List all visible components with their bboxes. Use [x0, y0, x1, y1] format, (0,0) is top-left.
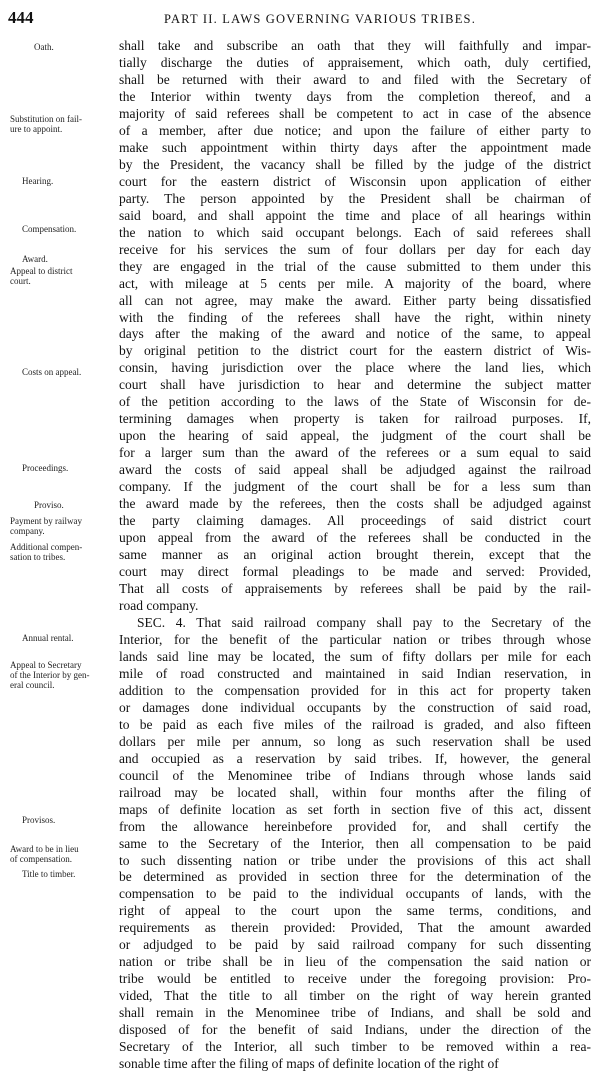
margin-note-line: company.: [10, 526, 45, 536]
body-line: council of the Menominee tribe of Indians through whose lands said: [119, 767, 591, 783]
body-line: to such dissenting nation or tribe under the provisions of this act shall: [119, 852, 591, 868]
body-line: That all costs of appraisements by referees shall be paid by the rail-: [119, 581, 591, 596]
body-line: they are engaged in the trial of the cause submitted to them under this: [119, 258, 591, 274]
margin-note: [22, 224, 76, 234]
margin-note-line: Additional compen-: [10, 542, 83, 552]
body-line: of a member, after due notice; and upon the failure of either party to: [119, 122, 591, 138]
margin-note-line: Compensation.: [22, 224, 77, 234]
margin-note-line: Substitution on fail-: [10, 114, 82, 124]
body-line: tribe would be entitled to receive under the foregoing provision: Pro-: [119, 971, 591, 987]
margin-note-line: Appeal to Secretary: [10, 660, 82, 670]
body-line: to be paid as each five miles of the railroad is graded, and also fifteen: [119, 716, 591, 732]
body-line: shall take and subscribe an oath that they will faithfully and impar-: [119, 38, 591, 53]
body-line: receive for his services the sum of four dollars per day for each day: [119, 241, 591, 257]
margin-note-line: Title to timber.: [22, 869, 76, 879]
body-line: dollars per mile per annum, so long as such reservation shall be used: [119, 733, 591, 749]
body-line: or adjudged to be paid by said railroad company for such dissenting: [119, 937, 591, 953]
body-line: compensation to be paid to the individual occupants of lands, with the: [119, 886, 591, 902]
margin-note: [10, 266, 73, 286]
body-line: Interior, for the benefit of the particular nation or tribes through whose: [119, 631, 591, 647]
body-line: the award made by the referees, then the costs shall be adjudged against: [119, 496, 591, 512]
body-line: court for the eastern district of Wisconsin upon application of either: [119, 173, 591, 189]
body-line: mile of road constructed and maintained in said Indian reservation, in: [119, 665, 591, 681]
body-line: by original petition to the district court for the eastern district of Wis-: [119, 343, 591, 359]
margin-note: [10, 844, 79, 864]
body-line: days after the making of the award and notice of the same, to appeal: [119, 326, 591, 342]
body-line: all can not agree, may make the award. Either party being dissatisfied: [119, 292, 591, 308]
body-line: same to the Secretary of the Interior, then all compensation to be paid: [119, 835, 591, 851]
body-text: [119, 38, 591, 1073]
body-line: for a larger sum than the award of the referees or a sum equal to said: [119, 445, 591, 461]
margin-note-line: Provisos.: [22, 815, 56, 825]
body-line: maps of definite location as set forth in section five of this act, dissent: [119, 801, 591, 817]
body-line: addition to the compensation provided for in this act for property taken: [119, 682, 591, 698]
body-line: vided, That the title to all timber on the right of way herein granted: [119, 988, 591, 1004]
page-header: [0, 6, 600, 32]
body-line: the party claiming damages. All proceedings of said district court: [119, 513, 591, 529]
running-title: PART II. LAWS GOVERNING VARIOUS TRIBES.: [163, 12, 477, 26]
body-line: same manner as an original action brought therein, except that the: [119, 547, 591, 563]
body-line: with the finding of the referees shall have the right, within ninety: [119, 309, 591, 325]
body-line: right of appeal to the court upon the same terms, conditions, and: [119, 903, 591, 919]
body-line: termining damages when property is taken for railroad purposes. If,: [119, 411, 591, 427]
body-line: award the costs of said appeal shall be adjudged against the railroad: [119, 462, 591, 478]
margin-note-line: of the Interior by gen-: [10, 670, 90, 680]
margin-note: [10, 516, 82, 536]
margin-note: [22, 869, 75, 879]
margin-note-line: Proviso.: [34, 500, 64, 510]
margin-note-line: Costs on appeal.: [22, 367, 82, 377]
body-line: party. The person appointed by the President shall be chairman of: [119, 190, 591, 206]
body-line: be determined as provided in section three for the determination of the: [119, 869, 591, 885]
body-line: tially discharge the duties of appraisement, which oath, duly certified,: [119, 54, 591, 70]
margin-note-line: Annual rental.: [22, 633, 74, 643]
margin-note-line: Award.: [22, 254, 48, 264]
margin-note-line: eral council.: [10, 680, 55, 690]
page-number: 444: [8, 8, 34, 27]
body-line: upon appeal from the award of the referees shall be conducted in the: [119, 530, 591, 546]
margin-note: [22, 254, 48, 264]
margin-note: [34, 42, 54, 52]
margin-note-line: Appeal to district: [10, 266, 73, 276]
body-line: majority of said referees shall be competent to act in case of the absence: [119, 105, 591, 121]
body-line: nation or tribe shall be in lieu of the compensation the said nation or: [119, 954, 591, 970]
body-line: from the allowance hereinbefore provided for, and shall certify the: [119, 818, 591, 834]
margin-note: [10, 542, 82, 562]
margin-note-line: Payment by railway: [10, 516, 82, 526]
margin-note-line: Proceedings.: [22, 463, 69, 473]
margin-note: [22, 815, 55, 825]
margin-note-line: Award to be in lieu: [10, 844, 79, 854]
body-line: company. If the judgment of the court shall be for a less sum than: [119, 479, 591, 495]
body-line: act, with mileage at 5 cents per mile. A majority of the board, where: [119, 275, 591, 291]
body-line: of the petition according to the laws of the State of Wisconsin for de-: [119, 394, 591, 410]
margin-note: [22, 633, 73, 643]
body-line: court may direct formal pleadings to be made and served: Provided,: [119, 564, 591, 580]
margin-note: [10, 114, 82, 134]
body-line: make such appointment within thirty days after the appointment made: [119, 139, 591, 155]
margin-note: [22, 176, 53, 186]
body-line: upon the hearing of said appeal, the judgment of the court shall be: [119, 428, 591, 444]
margin-note-line: ure to appoint.: [10, 124, 63, 134]
body-line: court shall have jurisdiction to hear and determine the subject matter: [119, 377, 591, 393]
body-line: shall be returned with their award to and filed with the Secretary of: [119, 71, 591, 87]
body-line: requirements as therein provided: Provided, That the amount awarded: [119, 920, 591, 936]
body-line: disposed of for the benefit of said Indians, under the direction of the: [119, 1022, 591, 1038]
body-line: sonable time after the filing of maps of definite location of the right of: [119, 1056, 499, 1072]
body-line: consin, having jurisdiction over the place where the land lies, which: [119, 360, 591, 376]
margin-note-line: Hearing.: [22, 176, 54, 186]
margin-note: [10, 660, 89, 690]
margin-note-line: Oath.: [34, 42, 54, 52]
body-line: SEC. 4. That said railroad company shall pay to the Secretary of the: [137, 614, 591, 630]
body-line: the Interior within twenty days from the completion thereof, and a: [119, 88, 591, 104]
body-line: Secretary of the Interior, all such timber to be removed within a rea-: [119, 1039, 591, 1055]
body-line: and occupied as a reservation by said tribes. If, however, the general: [119, 750, 591, 766]
body-line: or damages done individual occupants by the construction of said road,: [119, 699, 591, 715]
margin-note-line: sation to tribes.: [10, 552, 66, 562]
body-line: road company.: [119, 597, 199, 613]
body-line: the nation to which said occupant belongs. Each of said referees shall: [119, 224, 591, 240]
margin-note: [22, 463, 68, 473]
margin-note: [22, 367, 81, 377]
margin-note: [34, 500, 64, 510]
body-line: lands said line may be located, the sum of fifty dollars per mile for each: [119, 648, 591, 664]
body-line: shall remain in the Menominee tribe of Indians, and shall be sold and: [119, 1005, 591, 1021]
margin-note-line: of compensation.: [10, 854, 72, 864]
body-line: by the President, the vacancy shall be filled by the judge of the district: [119, 156, 591, 172]
margin-note-line: court.: [10, 276, 31, 286]
body-line: railroad may be located shall, within four months after the filing of: [119, 784, 591, 800]
body-line: said board, and shall appoint the time and place of all hearings within: [119, 207, 591, 223]
